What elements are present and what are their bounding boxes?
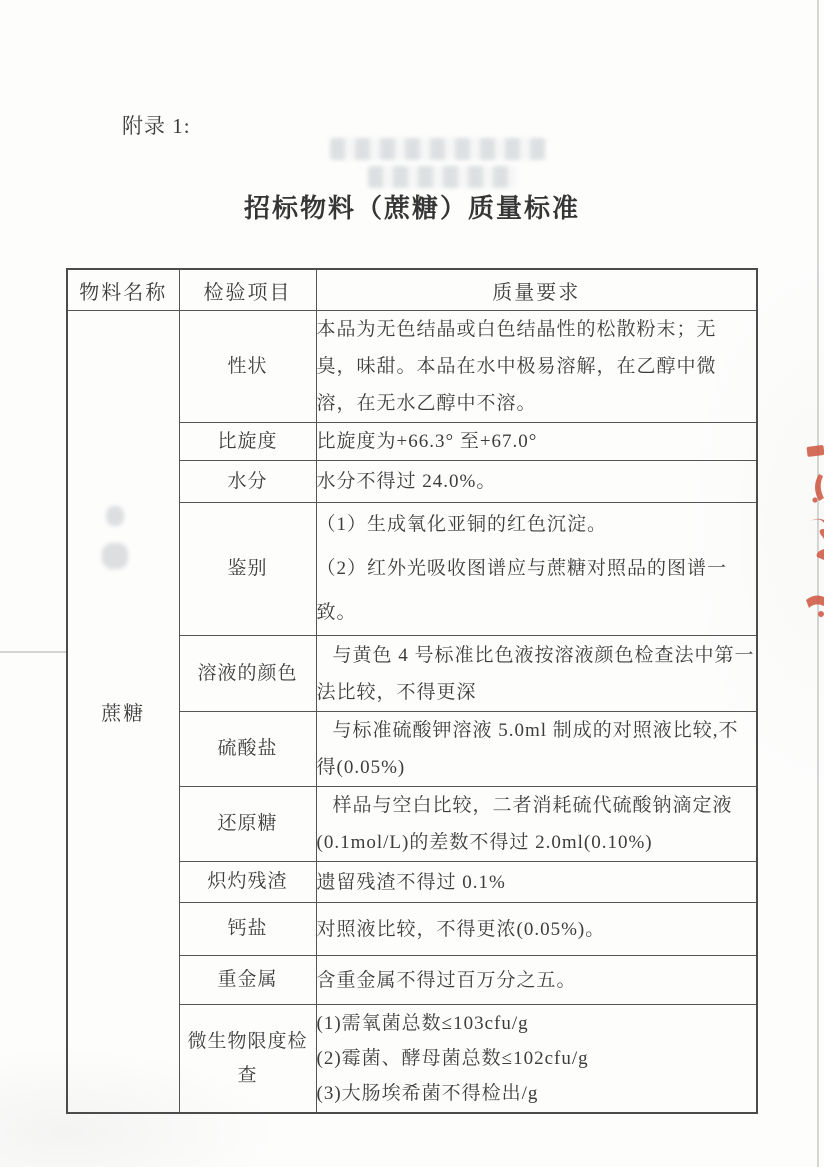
inspection-item-cell: 鉴别 — [179, 503, 316, 636]
material-name-cell: 蔗糖 — [67, 311, 179, 1114]
inspection-item-cell: 还原糖 — [179, 787, 316, 862]
inspection-item-cell: 溶液的颜色 — [179, 636, 316, 712]
requirement-line: （2）红外光吸收图谱应与蔗糖对照品的图谱一致。 — [316, 558, 728, 623]
quality-requirement-cell: 对照液比较，不得更浓(0.05%)。 — [316, 903, 757, 956]
inspection-item-cell: 炽灼残渣 — [179, 862, 316, 903]
inspection-item-cell: 重金属 — [179, 956, 316, 1005]
bleed-through-ghost-text — [330, 138, 546, 194]
inspection-item-cell: 比旋度 — [179, 423, 316, 461]
quality-requirement-cell: 与黄色 4 号标准比色液按溶液颜色检查法中第一法比较，不得更深 — [316, 636, 757, 712]
inspection-item-cell: 性状 — [179, 311, 316, 423]
quality-requirement-cell: 本品为无色结晶或白色结晶性的松散粉末；无臭，味甜。本品在水中极易溶解，在乙醇中微溶，在无水乙醇中不溶。 — [316, 311, 757, 423]
col-header-quality-requirement: 质量要求 — [316, 269, 757, 311]
quality-requirement-cell: 比旋度为+66.3° 至+67.0° — [316, 423, 757, 461]
inspection-item-cell: 微生物限度检查 — [179, 1005, 316, 1114]
stamp-fragment — [806, 445, 824, 457]
red-stamp-fragments — [794, 430, 824, 630]
quality-standard-table — [66, 268, 758, 1114]
col-header-material-name: 物料名称 — [67, 269, 179, 311]
stamp-fragment — [815, 474, 824, 501]
stamp-fragment — [818, 611, 824, 617]
table-row — [67, 311, 757, 423]
stamp-fragment — [811, 519, 824, 560]
quality-requirement-cell: 含重金属不得过百万分之五。 — [316, 956, 757, 1005]
quality-requirement-cell — [316, 503, 757, 636]
page-title: 招标物料（蔗糖）质量标准 — [243, 194, 580, 223]
requirement-line: (1)需氧菌总数≤103cfu/g — [316, 1013, 529, 1034]
quality-requirement-cell: 遗留残渣不得过 0.1% — [316, 862, 757, 903]
requirement-line: (2)霉菌、酵母菌总数≤102cfu/g — [316, 1048, 589, 1069]
requirement-line: （1）生成氧化亚铜的红色沉淀。 — [316, 514, 608, 535]
col-header-inspection-item: 检验项目 — [179, 269, 316, 311]
stamp-fragment — [806, 596, 824, 608]
ghost-text-line — [330, 138, 546, 160]
ghost-text-line — [368, 166, 516, 188]
stamp-fragment — [812, 497, 817, 502]
fold-line-artifact — [0, 651, 67, 653]
quality-requirement-cell — [316, 1005, 757, 1114]
inspection-item-cell: 钙盐 — [179, 903, 316, 956]
quality-requirement-cell: 与标准硫酸钾溶液 5.0ml 制成的对照液比较,不得(0.05%) — [316, 712, 757, 787]
inspection-item-cell: 水分 — [179, 461, 316, 503]
table-header-row — [67, 269, 757, 311]
inspection-item-cell: 硫酸盐 — [179, 712, 316, 787]
quality-requirement-cell: 水分不得过 24.0%。 — [316, 461, 757, 503]
appendix-label: 附录 1: — [122, 114, 191, 138]
table-body — [67, 311, 757, 1114]
requirement-line: (3)大肠埃希菌不得检出/g — [316, 1083, 539, 1104]
quality-requirement-cell: 样品与空白比较，二者消耗硫代硫酸钠滴定液(0.1mol/L)的差数不得过 2.0ml(0.10%) — [316, 787, 757, 862]
